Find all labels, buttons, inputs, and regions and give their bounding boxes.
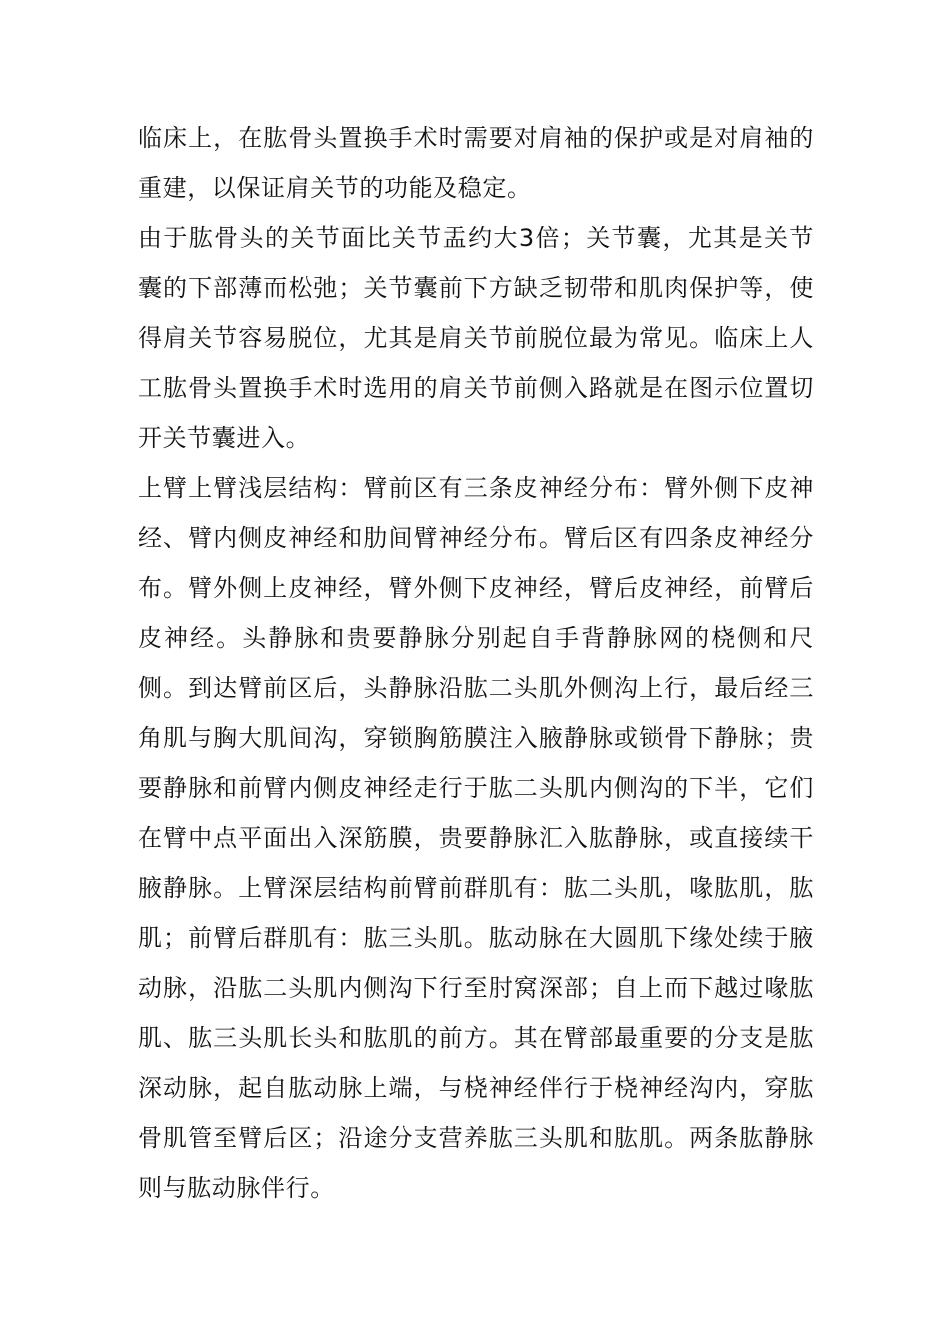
paragraph-upper-arm-structure: 上臂上臂浅层结构：臂前区有三条皮神经分布：臂外侧下皮神经、臂内侧皮神经和肋间臂神经分布。臂后区有四条皮神经分布。臂外侧上皮神经，臂外侧下皮神经，臂后皮神经，前臂后皮神经。头静脉和贵要静脉分别起自手背静脉网的桡侧和尺侧。到达臂前区后，头静脉沿肱二头肌外侧沟上行，最后经三角肌与胸大肌间沟，穿锁胸筋膜注入腋静脉或锁骨下静脉；贵要静脉和前臂内侧皮神经走行于肱二头肌内侧沟的下半，它们在臂中点平面出入深筋膜，贵要静脉汇入肱静脉，或直接续干腋静脉。上臂深层结构前臂前群肌有：肱二头肌，喙肱肌，肱肌；前臂后群肌有：肱三头肌。肱动脉在大圆肌下缘处续于腋动脉，沿肱二头肌内侧沟下行至肘窝深部；自上而下越过喙肱肌、肱三头肌长头和肱肌的前方。其在臂部最重要的分支是肱深动脉，起自肱动脉上端，与桡神经伴行于桡神经沟内，穿肱骨肌管至臂后区；沿途分支营养肱三头肌和肱肌。两条肱静脉则与肱动脉伴行。 [138, 474, 814, 1202]
document-body [138, 113, 814, 1213]
paragraph-rotator-cuff: 临床上，在肱骨头置换手术时需要对肩袖的保护或是对肩袖的重建，以保证肩关节的功能及稳定。 [138, 124, 814, 202]
paragraph-shoulder-joint: 由于肱骨头的关节面比关节盂约大3倍；关节囊，尤其是关节囊的下部薄而松弛；关节囊前下方缺乏韧带和肌肉保护等，使得肩关节容易脱位，尤其是肩关节前脱位最为常见。临床上人工肱骨头置换手术时选用的肩关节前侧入路就是在图示位置切开关节囊进入。 [138, 224, 814, 452]
